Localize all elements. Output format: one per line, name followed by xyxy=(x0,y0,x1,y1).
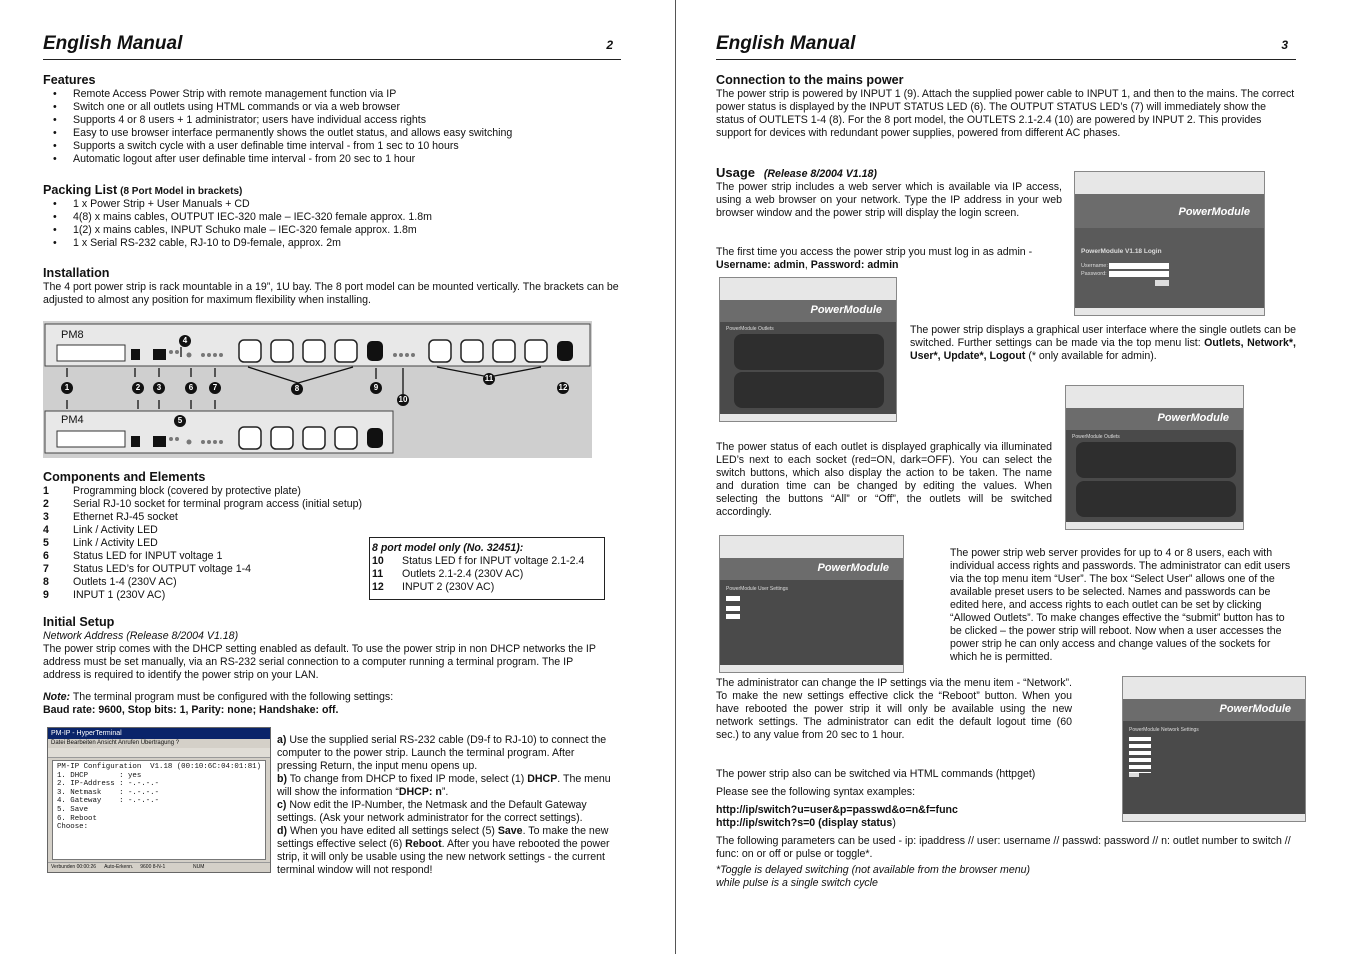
syntax-url-1: http://ip/switch?u=user&p=passwd&o=n&f=func xyxy=(716,804,958,816)
terminal-screen: PM-IP Configuration V1.18 (00:10:6C:04:01:81) 1. DHCP : yes 2. IP-Address : -.-.-.- 3. Netmask : -.-.-.- 4. Gateway : -.-.-.- 5. Save 6. Reboot Choose: xyxy=(52,760,266,860)
installation-text: The 4 port power strip is rack mountable in a 19”, 1U bay. The 8 port model can be mounted vertically. The brackets can be adjusted to almost any position for maximum flexibility when installing. xyxy=(43,281,619,306)
initial-setup-sub: Network Address (Release 8/2004 V1.18) xyxy=(43,630,239,642)
user-settings-screenshot xyxy=(719,535,904,673)
initial-setup-text: The power strip comes with the DHCP setting enabled as default. To use the power strip in non DHCP networks the IP address must be set manually, via an RS-232 serial connection to a computer running a terminal program. The IP address is required to identify the power strip on your LAN. xyxy=(43,643,596,681)
connection-heading: Connection to the mains power xyxy=(716,73,904,87)
page-number: 2 xyxy=(606,38,613,52)
component-item: 12 INPUT 2 (230V AC) xyxy=(372,581,495,593)
step-c: c) Now edit the IP-Number, the Netmask and the Default Gateway settings. (Ask your network administrator for the correct settings). xyxy=(277,799,587,824)
brand-label: PowerModule xyxy=(1219,703,1291,715)
usage-p5: The power strip web server provides for up to 4 or 8 users, each with individual access rights and passwords. The administrator can edit users via the top menu item “User”. The box “Select User” allows one of the available preset users to be selected. Names and passwords can be edited here, and access rights to each outlet can be set by clicking “Allowed Outlets”. To make changes effective the “submit” button has to be clicked – the power strip will reboot. Now when a user accesses the power strip he can only access and change values of the sockets for which he is permitted. xyxy=(950,547,1291,663)
callout-9: 9 xyxy=(370,382,382,394)
brand-label: PowerModule xyxy=(810,304,882,316)
list-item: • Easy to use browser interface permanently shows the outlet status, and allows easy switching xyxy=(43,127,633,140)
login-title: PowerModule V1.18 Login xyxy=(1081,248,1162,255)
component-item: 9 INPUT 1 (230V AC) xyxy=(43,589,166,601)
diagram-svg xyxy=(43,321,592,458)
eight-port-box xyxy=(369,537,605,600)
terminal-menu: Datei Bearbeiten Ansicht Anrufen Übertragung ? xyxy=(51,740,180,746)
features-heading: Features xyxy=(43,73,96,87)
syntax-url-2: http://ip/switch?s=0 (display status) xyxy=(716,817,896,829)
list-item: • 1 x Power Strip + User Manuals + CD xyxy=(43,198,633,211)
steps-section xyxy=(277,734,613,877)
callout-6: 6 xyxy=(185,382,197,394)
brand-label: PowerModule xyxy=(817,562,889,574)
packing-section xyxy=(43,183,633,250)
packing-heading: Packing List xyxy=(43,183,118,197)
installation-heading: Installation xyxy=(43,266,110,280)
outlets-screenshot-2 xyxy=(1065,385,1244,530)
terminal-status: Verbunden 00:00:26 Auto-Erkenn. 9600 8-N-1 NUM xyxy=(48,862,270,872)
list-item: • 1 x Serial RS-232 cable, RJ-10 to D9-female, approx. 2m xyxy=(43,237,633,250)
callout-5: 5 xyxy=(174,415,186,427)
list-item: • Switch one or all outlets using HTML commands or via a web browser xyxy=(43,101,633,114)
callout-10: 10 xyxy=(398,395,408,404)
brand-label: PowerModule xyxy=(1157,412,1229,424)
callout-2: 2 xyxy=(132,382,144,394)
usage-p1: The power strip includes a web server which is available via IP access, using a web browser on your network. Type the IP address in your web browser window and the power strip will display the login screen. xyxy=(716,181,1062,219)
header-title: English Manual xyxy=(716,33,856,54)
callout-11: 11 xyxy=(484,374,494,383)
toggle-note: *Toggle is delayed switching (not available from the browser menu) xyxy=(716,864,1031,876)
network-settings-title: PowerModule Network Settings xyxy=(1129,727,1199,733)
callout-12: 12 xyxy=(558,383,568,392)
component-item: 2 Serial RJ-10 socket for terminal program access (initial setup) xyxy=(43,498,363,510)
username-label: Username: xyxy=(1081,263,1108,269)
password-label: Password: xyxy=(1081,271,1107,277)
step-d: d) When you have edited all settings select (5) Save. To make the new settings effective select (6) Reboot. After you have rebooted the power strip, it will only be usable using the new network settings - the current terminal window will not respond! xyxy=(277,825,610,876)
components-heading: Components and Elements xyxy=(43,470,206,484)
usage-p2: The first time you access the power strip you must log in as admin - Username: admin, Password: admin xyxy=(716,246,1033,271)
component-item: 1 Programming block (covered by protective plate) xyxy=(43,485,301,497)
features-section xyxy=(43,73,633,166)
right-page xyxy=(676,0,1351,954)
callout-7: 7 xyxy=(209,382,221,394)
list-item: • Supports 4 or 8 users + 1 administrator; users have individual access rights xyxy=(43,114,633,127)
outlets-title: PowerModule Outlets xyxy=(1072,434,1120,440)
usage-heading: Usage xyxy=(716,165,756,180)
usage-p9: The following parameters can be used - ip: ipaddress // user: username // passwd: password // n: outlet number to switch // func: on or off or pulse or toggle*. xyxy=(716,835,1291,860)
component-item: 6 Status LED for INPUT voltage 1 xyxy=(43,550,223,562)
initial-setup-heading: Initial Setup xyxy=(43,615,115,629)
callout-8: 8 xyxy=(291,383,303,395)
login-screenshot xyxy=(1074,171,1265,316)
pulse-note: while pulse is a single switch cycle xyxy=(716,877,878,889)
component-item: 10 Status LED f for INPUT voltage 2.1-2.4 xyxy=(372,555,585,567)
components-section xyxy=(43,470,403,602)
page-header xyxy=(716,33,1296,60)
list-item: • 4(8) x mains cables, OUTPUT IEC-320 male – IEC-320 female approx. 1.8m xyxy=(43,211,633,224)
component-item: 8 Outlets 1-4 (230V AC) xyxy=(43,576,177,588)
callout-1: 1 xyxy=(61,382,73,394)
packing-list xyxy=(43,198,633,250)
pm8-label: PM8 xyxy=(61,329,84,341)
outlets-screenshot xyxy=(719,277,897,422)
usage-release: (Release 8/2004 V1.18) xyxy=(763,168,877,180)
pm4-label: PM4 xyxy=(61,414,84,426)
usage-p7: The power strip also can be switched via HTML commands (httpget) xyxy=(716,768,1036,780)
component-item: 4 Link / Activity LED xyxy=(43,524,158,536)
usage-p8: Please see the following syntax examples: xyxy=(716,786,916,798)
usage-p6: The administrator can change the IP settings via the menu item - “Network”. To make the new settings effective click the “Reboot” button. When you have rebooted the power strip it will only be available using the new network settings. The administrator can edit the default logout time (60 sec.) to any value from 20 sec to 1 hour. xyxy=(716,677,1072,741)
page-number: 3 xyxy=(1281,38,1288,52)
callout-3: 3 xyxy=(153,382,165,394)
installation-section xyxy=(43,266,633,307)
brand-label: PowerModule xyxy=(1178,206,1250,218)
usage-p3: The power strip displays a graphical user interface where the single outlets can be switched. Further settings can be made via the top menu list: Outlets, Network*, User*, Update*, Logout (* only available for admin). xyxy=(910,324,1296,362)
list-item: • Automatic logout after user definable time interval - from 20 sec to 1 hour xyxy=(43,153,633,166)
list-item: • Remote Access Power Strip with remote management function via IP xyxy=(43,88,633,101)
usage-html-section xyxy=(716,768,1296,890)
component-item: 5 Link / Activity LED xyxy=(43,537,158,549)
component-item: 11 Outlets 2.1-2.4 (230V AC) xyxy=(372,568,524,580)
baud-settings: Baud rate: 9600, Stop bits: 1, Parity: none; Handshake: off. xyxy=(43,704,339,716)
packing-note: (8 Port Model in brackets) xyxy=(120,186,243,197)
step-b: b) To change from DHCP to fixed IP mode, select (1) DHCP. The menu will show the information “DHCP: n”. xyxy=(277,773,611,798)
connection-text: The power strip is powered by INPUT 1 (9). Attach the supplied power cable to INPUT 1, and then to the mains. The correct power status is displayed by the INPUT STATUS LED (6). The OUTPUT STATUS LED’s (7) will immediately show the status of OUTLETS 1-4 (8). For the 8 port model, the OUTLETS 2.1-2.4 (10) are powered by INPUT 2. This provides support for devices with redundant power supplies, powered from different AC phases. xyxy=(716,88,1295,139)
component-item: 3 Ethernet RJ-45 socket xyxy=(43,511,178,523)
header-title: English Manual xyxy=(43,33,183,54)
usage-p4: The power status of each outlet is displayed graphically via illuminated LED’s next to each socket (red=ON, dark=OFF). You can select the switch buttons, which also display the action to be taken. The name and duration time can be changed by editing the values. When selecting the buttons “All” or “Off”, the outlets will be switched accordingly. xyxy=(716,441,1052,518)
initial-setup-section xyxy=(43,615,613,717)
component-item: 7 Status LED’s for OUTPUT voltage 1-4 xyxy=(43,563,252,575)
list-item: • Supports a switch cycle with a user definable time interval - from 1 sec to 10 hours xyxy=(43,140,633,153)
box-title: 8 port model only (No. 32451): xyxy=(372,542,524,554)
features-list xyxy=(43,88,633,166)
step-a: a) Use the supplied serial RS-232 cable (D9-f to RJ-10) to connect the computer to the power strip. Launch the terminal program. After pressing Return, the input menu opens up. xyxy=(277,734,607,772)
callout-4: 4 xyxy=(179,335,191,347)
outlets-title: PowerModule Outlets xyxy=(726,326,774,332)
note-line: Note: The terminal program must be configured with the following settings: xyxy=(43,691,394,703)
terminal-window xyxy=(47,727,271,873)
connection-section xyxy=(716,73,1296,140)
device-diagram xyxy=(43,321,592,458)
list-item: • 1(2) x mains cables, INPUT Schuko male – IEC-320 female approx. 1.8m xyxy=(43,224,633,237)
page-header xyxy=(43,33,621,60)
terminal-title: PM-IP - HyperTerminal xyxy=(48,728,270,739)
user-settings-title: PowerModule User Settings xyxy=(726,586,788,592)
